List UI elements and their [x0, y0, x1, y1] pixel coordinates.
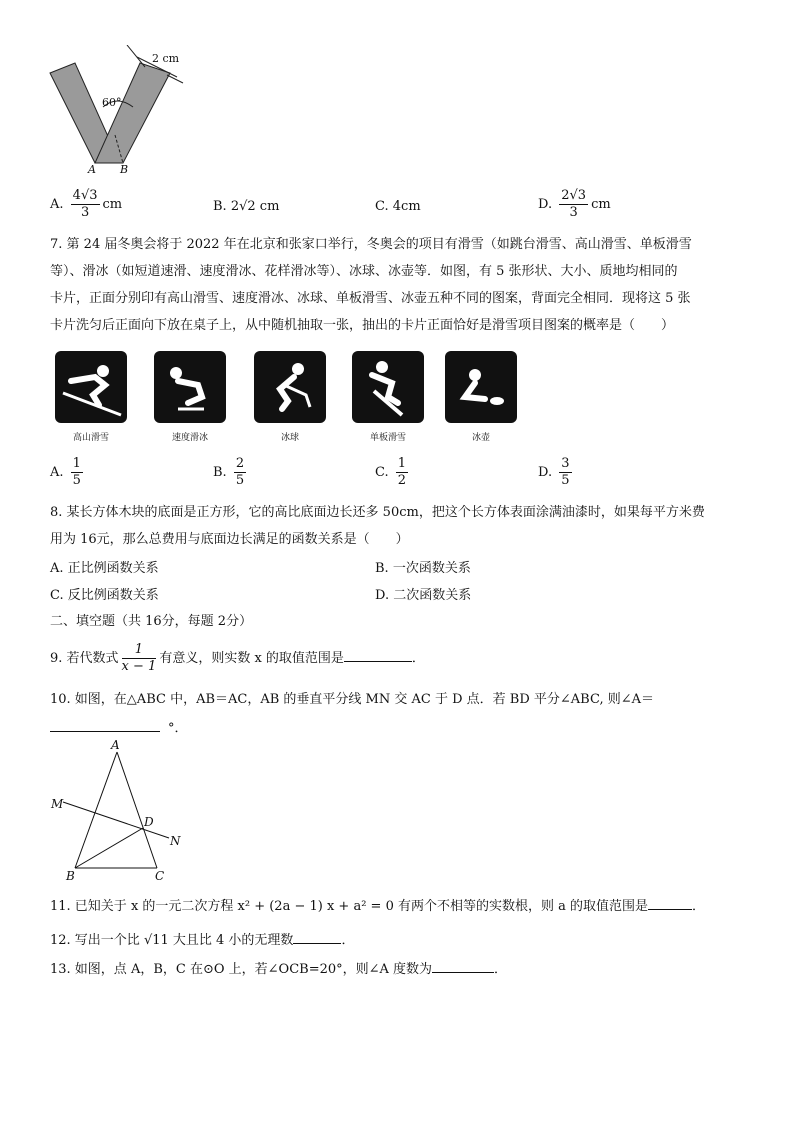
- numerator: 4√3: [72, 188, 98, 203]
- fig6-angle-label: 60°: [102, 96, 122, 109]
- q10-point-d: D: [144, 815, 154, 829]
- denominator: 2: [397, 473, 407, 488]
- fig6-point-a: A: [88, 163, 96, 176]
- answer-blank[interactable]: [293, 931, 341, 944]
- q8-line-2: 用为 16元，那么总费用与底面边长满足的函数关系是（ ）: [50, 532, 409, 547]
- denominator: 5: [72, 473, 81, 488]
- fraction: [396, 456, 408, 489]
- q12-text: 12. 写出一个比 √11 大且比 4 小的无理数: [50, 933, 294, 948]
- numerator: 3: [561, 456, 570, 471]
- card-label-snowboard: 单板滑雪: [369, 433, 406, 443]
- denominator: 3: [80, 205, 90, 220]
- q6-option-a: [50, 188, 122, 221]
- card-curling: [445, 351, 517, 423]
- fig6-point-b: B: [120, 163, 129, 176]
- fig6-v-shape-diagram: [45, 45, 205, 175]
- q11-text: 11. 已知关于 x 的一元二次方程 x² + (2a − 1) x + a² = 0 有两个不相等的实数根，则 a 的取值范围是: [50, 899, 648, 914]
- q9-prefix: 9. 若代数式: [50, 651, 119, 666]
- denominator: 5: [561, 473, 570, 488]
- card-label-speed-skating: 速度滑冰: [171, 433, 208, 443]
- fraction: [122, 642, 157, 675]
- card-snowboard: [352, 351, 424, 423]
- q8-option-c: C. 反比例函数关系: [50, 588, 159, 603]
- fraction: [559, 456, 571, 489]
- q13-text: 13. 如图，点 A，B，C 在⊙O 上，若∠OCB=20°，则∠A 度数为: [50, 962, 433, 977]
- fig6-width-label: 2 cm: [152, 52, 180, 65]
- q9: [50, 642, 425, 675]
- option-text: 2√2 cm: [230, 199, 280, 214]
- q10-point-a: A: [111, 738, 120, 752]
- q10-end: °．: [168, 721, 188, 736]
- option-letter: D.: [538, 197, 553, 212]
- numerator: 1: [72, 456, 81, 471]
- numerator: 1: [397, 456, 407, 471]
- q10-point-m: M: [51, 797, 64, 811]
- q6-option-d: [538, 188, 611, 221]
- q13-end: ．: [494, 962, 508, 977]
- q12: [50, 929, 354, 948]
- answer-blank[interactable]: [50, 719, 160, 732]
- card-alpine-skiing: [55, 351, 127, 423]
- numerator: 2√3: [561, 188, 587, 203]
- numerator: 2: [235, 456, 245, 471]
- card-label-alpine-skiing: 高山滑雪: [72, 433, 109, 443]
- q7-option-d: [538, 456, 575, 489]
- card-speed-skating: [154, 351, 226, 423]
- answer-blank[interactable]: [648, 897, 692, 910]
- q10-line-2: [50, 717, 188, 736]
- q10-point-n: N: [170, 834, 181, 848]
- fraction: [71, 188, 100, 221]
- q11-end: ．: [692, 899, 706, 914]
- q7-option-b: [213, 456, 249, 489]
- q8-option-d: D. 二次函数关系: [375, 588, 472, 603]
- option-text: 4cm: [392, 199, 421, 214]
- section-2-heading: 二、填空题（共 16分，每题 2分）: [50, 614, 253, 629]
- fraction: [234, 456, 246, 489]
- q8-option-b: B. 一次函数关系: [375, 561, 471, 576]
- answer-blank[interactable]: [344, 649, 412, 662]
- denominator: 5: [235, 473, 245, 488]
- q10-triangle-diagram: [45, 740, 195, 880]
- fraction: [71, 456, 83, 489]
- fraction: [559, 188, 588, 221]
- card-label-ice-hockey: 冰球: [280, 433, 299, 443]
- q13: [50, 958, 507, 977]
- unit: cm: [102, 197, 123, 212]
- q8-option-a: A. 正比例函数关系: [50, 561, 159, 576]
- q7-line-3: 卡片，正面分别印有高山滑雪、速度滑冰、冰球、单板滑雪、冰壶五种不同的图案，背面完全相同．现将这 5 张: [50, 291, 691, 306]
- option-letter: A.: [50, 465, 64, 480]
- card-label-curling: 冰壶: [471, 433, 490, 443]
- option-letter: B.: [213, 465, 227, 480]
- q7-line-2: 等）、滑冰（如短道速滑、速度滑冰、花样滑冰等）、冰球、冰壶等．如图，有 5 张形状、大小、质地均相同的: [50, 264, 678, 279]
- q9-end: ．: [411, 651, 425, 666]
- option-letter: C.: [375, 199, 389, 214]
- option-letter: D.: [538, 465, 553, 480]
- option-letter: B.: [213, 199, 227, 214]
- q8-line-1: 8. 某长方体木块的底面是正方形，它的高比底面边长还多 50cm，把这个长方体表面涂满油漆时，如果每平方米费: [50, 505, 705, 520]
- denominator: x − 1: [121, 659, 157, 674]
- q10-line-1: 10. 如图，在△ABC 中，AB＝AC，AB 的垂直平分线 MN 交 AC 于 D 点．若 BD 平分∠ABC, 则∠A＝: [50, 692, 654, 707]
- q12-end: ．: [341, 933, 355, 948]
- q7-line-1: 7. 第 24 届冬奥会将于 2022 年在北京和张家口举行，冬奥会的项目有滑雪（如跳台滑雪、高山滑雪、单板滑雪: [50, 237, 692, 252]
- q7-option-c: [375, 456, 411, 489]
- denominator: 3: [569, 205, 578, 220]
- q6-option-b: [213, 199, 279, 214]
- unit: cm: [591, 197, 611, 212]
- q7-line-4: 卡片洗匀后正面向下放在桌子上，从中随机抽取一张，抽出的卡片正面恰好是滑雪项目图案的概率是（ ）: [50, 318, 675, 333]
- q6-option-c: [375, 199, 421, 214]
- option-letter: C.: [375, 465, 389, 480]
- option-letter: A.: [50, 197, 64, 212]
- q9-text: 有意义，则实数 x 的取值范围是: [159, 651, 344, 666]
- numerator: 1: [122, 642, 157, 659]
- q10-point-c: C: [155, 869, 165, 883]
- q10-point-b: B: [66, 869, 75, 883]
- answer-blank[interactable]: [432, 960, 494, 973]
- q11: [50, 895, 705, 914]
- q7-option-a: [50, 456, 86, 489]
- card-ice-hockey: [254, 351, 326, 423]
